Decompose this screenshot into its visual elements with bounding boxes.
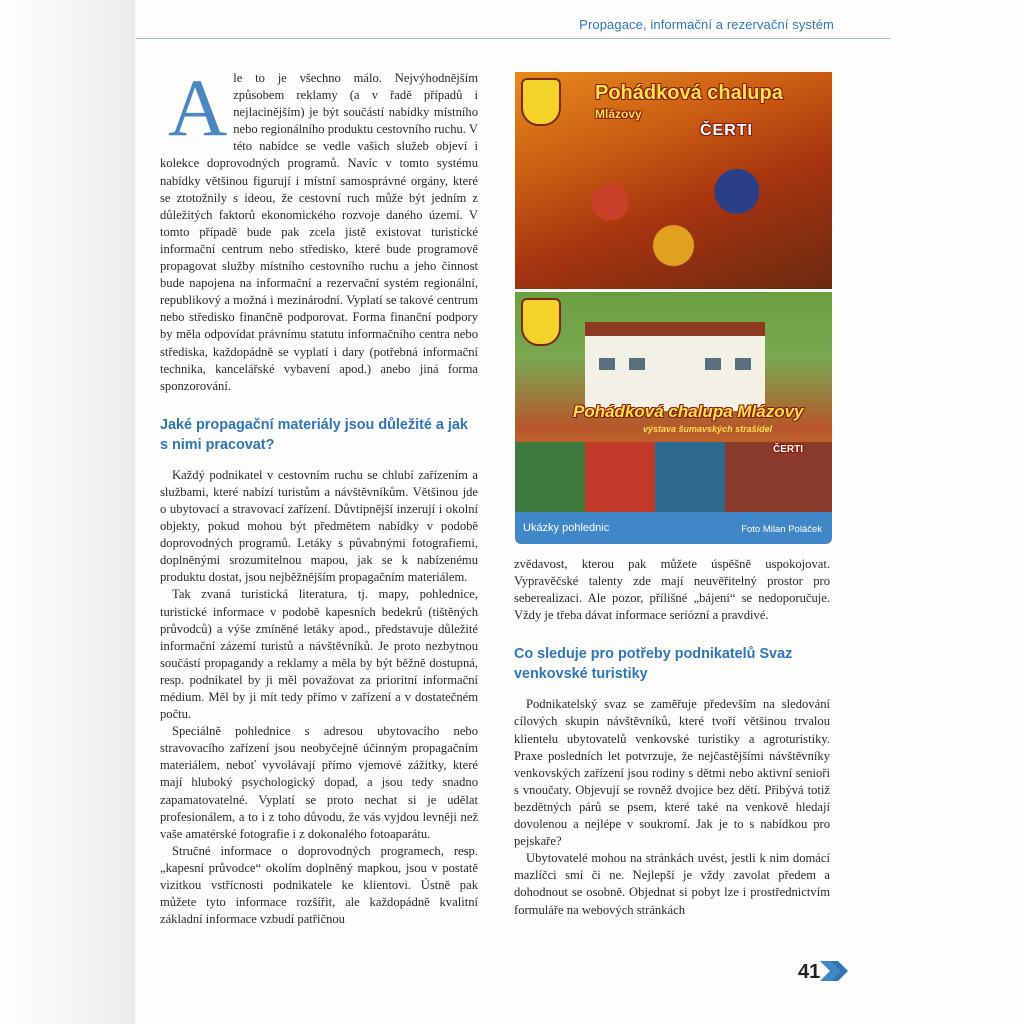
next-page-arrow-icon [818,958,852,984]
section-heading-svaz: Co sleduje pro potřeby podnikatelů Svaz venkovské turistiky [514,646,793,683]
photo-label-certi-small: ČERTI [773,444,803,455]
running-header: Propagace, informační a rezervační systém [579,17,834,32]
emblem-icon [521,298,561,346]
window-shape [705,358,721,370]
header-rule [136,38,891,39]
intro-paragraph [160,62,478,395]
intro-text: le to je všechno málo. Nejvýhodnějším způsobem reklamy (a v řadě případů i nejlacinějším) je být součástí nabídky místního nebo regionálního produktu cestovního ruchu. V této nabídce se vedle vašich služeb objeví i kolekce doprovodných programů. Navíc v tomto systému nabídky většinou figurují i místní samosprávné orgány, které se ztotožnily s ideou, že cestovní ruch může být jedním z důležitých faktorů ekonomického rozvoje daného území. V tomto případě bude pak zcela jistě existovat turistické informační centrum nebo středisko, které bude programově propagovat služby místního cestovního ruchu a jeho činnost bude napojena na informační a rezervační systém regionální, republikový a možná i mezinárodní. Vyplatí se takové centrum nebo středisko finančně podporovat. Forma finanční podpory by měla odpovídat právnímu statutu informačního centra nebo střediska, každopádně se vyplatí i dary (potřebná informační technika, kancelářské vybavení apod.) anebo jiná forma sponzorování. [160,71,478,393]
page-number: 41 [798,961,821,983]
photo-caption-bar [515,512,832,544]
postcard-photo-top [515,72,832,289]
paragraph: Stručné informace o doprovodných programech, resp. „kapesní průvodce“ okolím doplněný mapkou, jsou v postatě vizitkou vstřícnosti podnikatele ke klientovi. Ústně pak můžete tyto informace rozšířit, ale každopádně kvalitní základní informace vzbudí patřičnou [160,843,478,927]
left-column [160,62,478,928]
photo-title: Pohádková chalupa [595,82,783,104]
paragraph: Podnikatelský svaz se zaměřuje především na sledování cílových skupin návštěvníků, které tvoří většinou trvalou klientelu ubytovatelů venkovské turistiky a agroturistiky. Praxe posledních let potvrzuje, že nejčastějšími návštěvníky venkovských zařízení jsou rodiny s dětmi nebo aktivní senioři s vnoučaty. Objevují se rovněž dvojice bez dětí. Přibývá totiž bezdětných párů se psem, které také na venkově hledají dovolenou a nejlépe v soukromí. Jak je to s nabídkou pro pejskaře? [514,697,830,849]
emblem-icon [521,78,561,126]
window-shape [735,358,751,370]
photo-label-certi: ČERTI [700,122,753,139]
paragraph: Tak zvaná turistická literatura, tj. mapy, pohlednice, turistické informace v podobě kapesních bedekrů (tištěných průvodců) a výše zmíněné letáky apod., představuje důležité informační zázemí turistů a návštěvníků. Je proto nezbytnou součástí propagandy a reklamy a měla by být běžně dostupná, resp. podnikatel by ji měl považovat za prioritní informační médium. Měl by ji mít tedy přímo v zařízení a v dostatečném počtu. [160,587,478,722]
continuation-paragraph: zvědavost, kterou pak můžete úspěšně uspokojovat. Vypravěčské talenty zde mají neuvěřitelný prostor pro seberealizaci. Ale pozor, přílišné „bájení“ se nedoporučuje. Vždy je třeba dávat informace seriózní a pravdivé. [514,557,830,623]
paragraph: Každý podnikatel v cestovním ruchu se chlubí zařízením a službami, které nabízí turistům a návštěvníkům. Většinou jde o ubytovací a stravovací zařízení. Důvtipnější inzerují i okolní objekty, pokud mohou být předmětem nabídky v podobě doprovodných programů. Letáky s půvabnými fotografiemi, doplněnými srozumitelnou mapou, jak se k nabízenému produktu dostat, jsou nejběžnějším propagačním materiálem. [160,467,478,585]
photo-subtitle: Mlázovy [595,107,642,121]
window-shape [599,358,615,370]
photo-credit: Foto Milan Poláček [741,524,822,535]
paragraph: Ubytovatelé mohou na stránkách uvést, jestli k nim domácí mazlíčci smí či ne. Nejlepší je vždy zavolat předem a dohodnout se osobně. Objednat si pobyt lze i prostřednictvím formuláře na webových stránkách [514,851,830,917]
drop-cap: A [168,62,228,153]
postcard-photo-collage [515,72,832,544]
window-shape [629,358,645,370]
page-gutter-shadow [0,0,135,1024]
cottage-image [585,322,765,411]
photo-banner-title: Pohádková chalupa Mlázovy [573,402,804,421]
section-heading-materials: Jaké propagační materiály jsou důležité a jak s nimi pracovat? [160,416,468,453]
paragraph: Speciálně pohlednice s adresou ubytovacího nebo stravovacího zařízení jsou neobyčejně účinným propagačním materiálem, neboť vyvolávají přímo vjemové zážitky, které mají hluboký psychologický dopad, a jsou tedy snadno zapamatovatelné. Vyplatí se proto nechat si je udělat profesionálem, a to i z toho důvodu, že vás vyjdou levněji než vaše amatérské fotografie i z dokonalého fotoaparátu. [160,724,478,841]
photo-banner-subtitle: výstava šumavských strašidel [643,424,773,434]
photo-caption: Ukázky pohlednic [523,522,610,534]
right-column [514,556,830,919]
